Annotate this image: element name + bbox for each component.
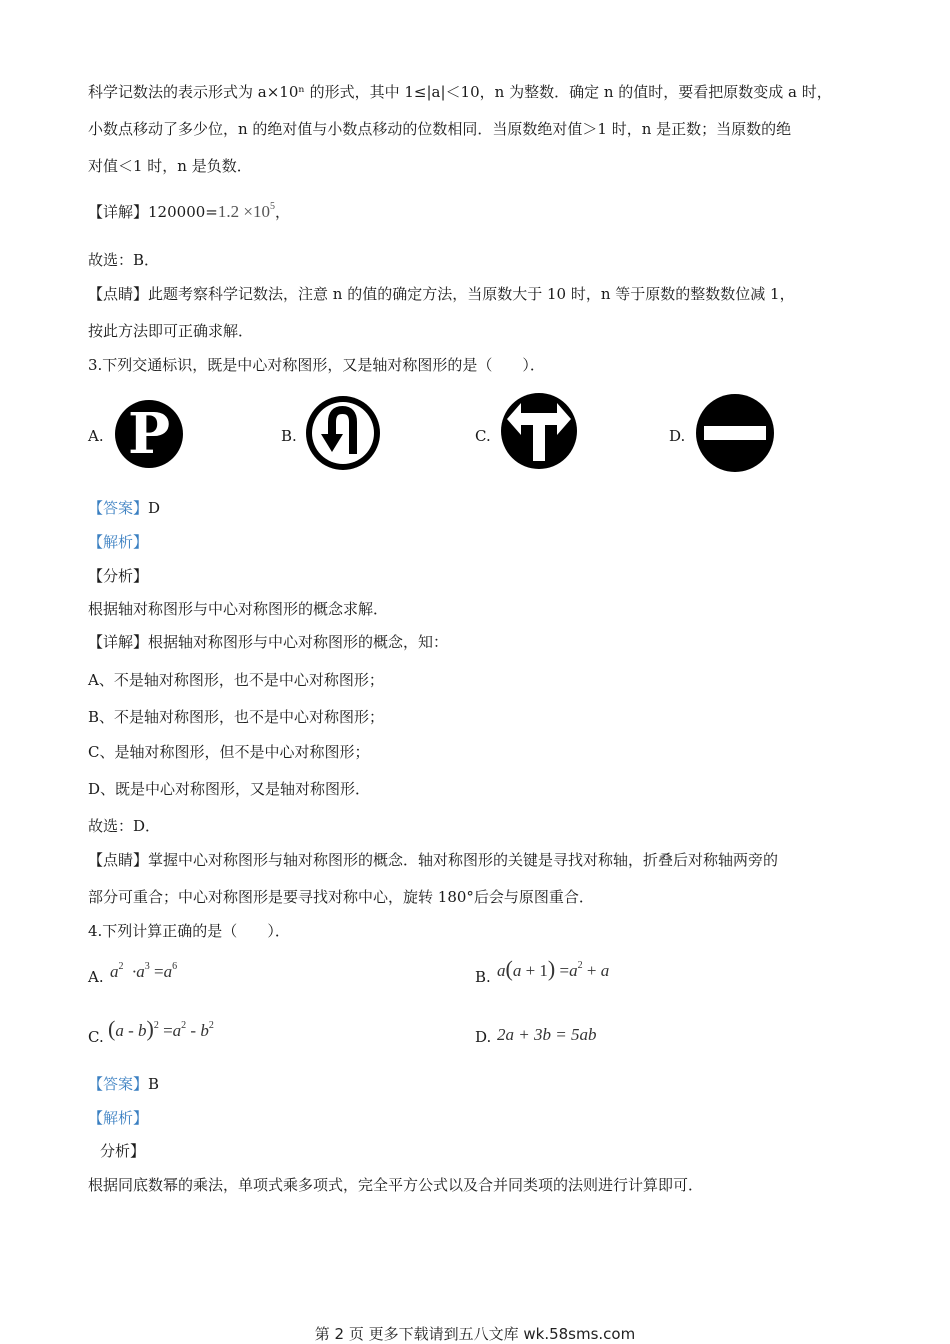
q3-item-a: A、不是轴对称图形，也不是中心对称图形； [88,671,384,689]
q4-option-b-math: $a(a + 1) =a^2 + a$ [497,956,610,981]
q4-option-a-label: A. [88,968,104,986]
q2-tip-line-1: 【点睛】此题考察科学记数法，注意 n 的值的确定方法，当原数大于 10 时，n 等于原数的整数数位减 1， [88,285,795,303]
q3-fenxi-tag: 【分析】 [88,567,149,585]
answer-tag: 【答案】 [88,499,149,517]
no-entry-sign-icon [694,392,776,474]
intro-line-3: 对值＜1 时，n 是负数． [88,157,252,175]
q3-option-a-label: A. [88,427,104,445]
q3-item-c: C、是轴对称图形，但不是中心对称图形； [88,743,370,761]
q4-stem: 4.下列计算正确的是（ ）． [88,922,290,940]
q3-tip-line-1: 【点睛】掌握中心对称图形与轴对称图形的概念．轴对称图形的关键是寻找对称轴，折叠后对称轴两旁的 [88,851,779,869]
u-turn-sign-icon [304,394,382,472]
q3-fenxi-text: 根据轴对称图形与中心对称图形的概念求解． [88,600,389,618]
q4-option-b-label: B. [475,968,491,986]
q2-detail: 【详解】$120000=1.2 \times 10^5$， [88,201,290,221]
q4-fenxi-tag: 分析】 [100,1142,146,1160]
parking-sign-glyph: P [127,401,171,467]
q4-option-c-label: C. [88,1028,104,1046]
q3-detail: 【详解】根据轴对称图形与中心对称图形的概念，知： [88,633,449,651]
tip-tag: 【点睛】 [88,285,149,303]
q4-option-d-label: D. [475,1028,492,1046]
detail-math: $1.2 \times 10^5$ [217,201,275,221]
answer-value: D [148,499,161,517]
q3-analysis-tag: 【解析】 [88,533,149,551]
q3-option-c-label: C. [475,427,491,445]
q3-option-d-label: D. [669,427,686,445]
q3-tip-line-2: 部分可重合；中心对称图形是要寻找对称中心，旋转 180°后会与原图重合． [88,888,594,906]
q2-tip-line-2: 按此方法即可正确求解． [88,322,254,340]
detail-text: 120000= [148,203,218,221]
parking-sign-icon [113,398,185,470]
page-footer: 第 2 页 更多下载请到五八文库 wk.58sms.com [314,1325,636,1343]
q3-item-d: D、既是中心对称图形，又是轴对称图形． [88,780,371,798]
q3-option-b-label: B. [281,427,297,445]
left-right-turn-sign-icon [499,391,579,471]
intro-line-1: 科学记数法的表示形式为 a×10ⁿ 的形式，其中 1≤|a|＜10，n 为整数．确定 n 的值时，要看把原数变成 a 时， [88,83,832,101]
q4-fenxi-text: 根据同底数幂的乘法，单项式乘多项式，完全平方公式以及合并同类项的法则进行计算即可． [88,1176,704,1194]
intro-line-2: 小数点移动了多少位，n 的绝对值与小数点移动的位数相同．当原数绝对值＞1 时，n 是正数；当原数的绝 [88,120,792,138]
detail-tag: 【详解】 [88,203,149,221]
q2-choice: 故选：B． [88,251,160,269]
q4-option-a-math: $a^2 \cdot a^3 =a^6$ [110,961,178,981]
q3-stem: 3.下列交通标识，既是中心对称图形，又是轴对称图形的是（ ）． [88,356,545,374]
q4-option-c-math: $(a - b)^2 =a^2 - b^2$ [108,1016,214,1041]
q4-answer: 【答案】B [88,1075,160,1093]
q3-choice: 故选：D． [88,817,161,835]
q3-answer [88,498,160,518]
q4-option-d-math: 2a + 3b = 5ab [497,1025,597,1044]
q3-item-b: B、不是轴对称图形，也不是中心对称图形； [88,708,385,726]
q4-analysis-tag: 【解析】 [88,1109,149,1127]
